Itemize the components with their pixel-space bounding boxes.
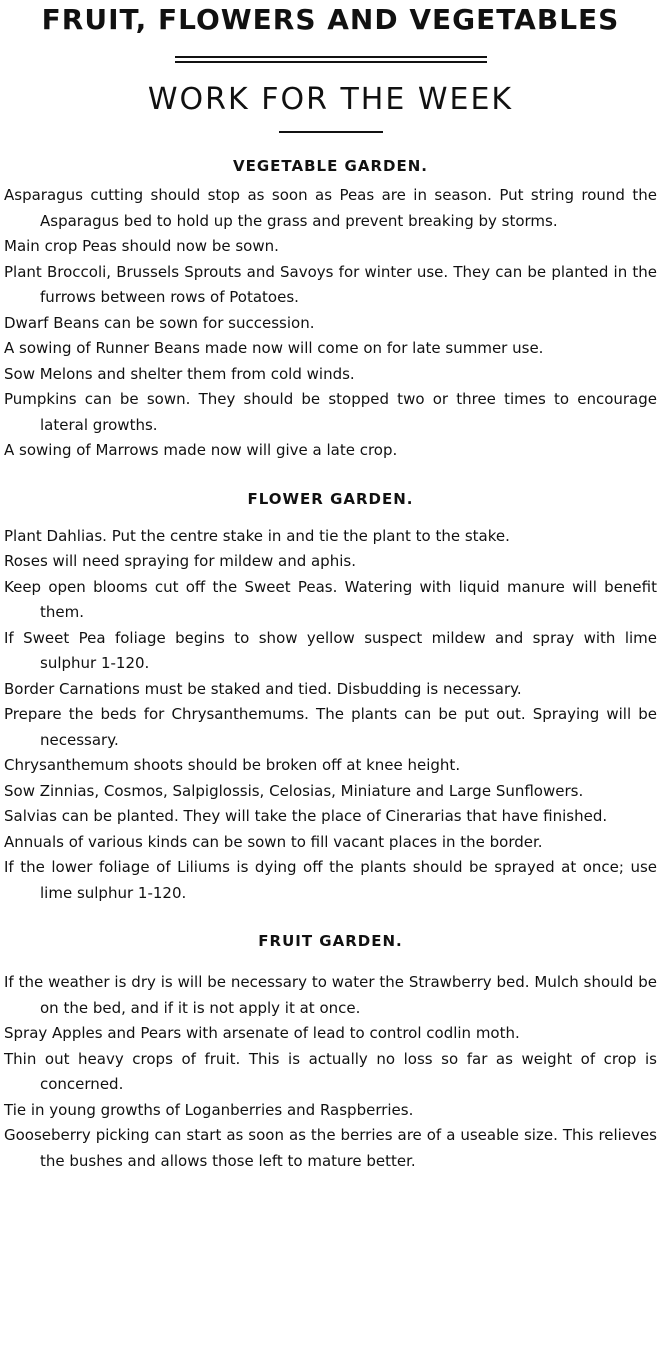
list-item: Pumpkins can be sown. They should be stopped two or three times to encourage lateral growths. (4, 390, 657, 434)
list-item: If Sweet Pea foliage begins to show yellow suspect mildew and spray with lime sulphur 1-120. (4, 628, 657, 672)
list-item: Sow Zinnias, Cosmos, Salpiglossis, Celosias, Miniature and Large Sunflowers. (4, 781, 584, 800)
vegetable-garden-section (4, 155, 657, 464)
list-item: Keep open blooms cut off the Sweet Peas. Watering with liquid manure will benefit them. (4, 577, 657, 621)
list-item: Dwarf Beans can be sown for succession. (4, 313, 315, 332)
list-item: Chrysanthemum shoots should be broken off at knee height. (4, 756, 461, 774)
page-title: FRUIT, FLOWERS AND VEGETABLES (41, 3, 620, 36)
page-subtitle: WORK FOR THE WEEK (147, 82, 514, 117)
list-item: Thin out heavy crops of fruit. This is actually no loss so far as weight of crop is concerned. (4, 1049, 657, 1093)
list-item: Plant Dahlias. Put the centre stake in and tie the plant to the stake. (4, 526, 510, 545)
list-item: Spray Apples and Pears with arsenate of lead to control codlin moth. (4, 1024, 520, 1042)
list-item: Salvias can be planted. They will take the place of Cinerarias that have finished. (4, 807, 608, 825)
section-heading: FRUIT GARDEN. (258, 932, 403, 950)
list-item: If the lower foliage of Liliums is dying off the plants should be sprayed at once; use lime sulphur 1-120. (4, 858, 657, 902)
list-item: Prepare the beds for Chrysanthemums. The plants can be put out. Spraying will be necessary. (4, 705, 657, 749)
section-heading: VEGETABLE GARDEN. (233, 157, 428, 175)
list-item: Asparagus cutting should stop as soon as Peas are in season. Put string round the Asparagus bed to hold up the grass and prevent breaking by storms. (4, 186, 657, 230)
list-item: Tie in young growths of Loganberries and Raspberries. (4, 1100, 414, 1119)
fruit-garden-section (4, 930, 657, 1174)
list-item: Plant Broccoli, Brussels Sprouts and Savoys for winter use. They can be planted in the furrows between rows of Potatoes. (4, 262, 657, 306)
subtitle-rule (279, 131, 383, 133)
section-heading: FLOWER GARDEN. (247, 489, 414, 508)
list-item: Sow Melons and shelter them from cold winds. (4, 364, 355, 383)
list-item: If the weather is dry is will be necessary to water the Strawberry bed. Mulch should be on the bed, and if it is not apply it at once. (4, 973, 657, 1017)
list-item: Roses will need spraying for mildew and aphis. (4, 552, 356, 570)
list-item: Gooseberry picking can start as soon as the berries are of a useable size. This relieves the bushes and allows those left to mature better. (4, 1126, 657, 1170)
list-item: A sowing of Runner Beans made now will come on for late summer use. (4, 339, 544, 357)
flower-garden-section (4, 488, 657, 907)
list-item: Main crop Peas should now be sown. (4, 237, 279, 255)
list-item: A sowing of Marrows made now will give a late crop. (4, 441, 398, 459)
list-item: Annuals of various kinds can be sown to fill vacant places in the border. (4, 832, 543, 851)
list-item: Border Carnations must be staked and tied. Disbudding is necessary. (4, 679, 522, 698)
title-double-rule (175, 56, 487, 63)
